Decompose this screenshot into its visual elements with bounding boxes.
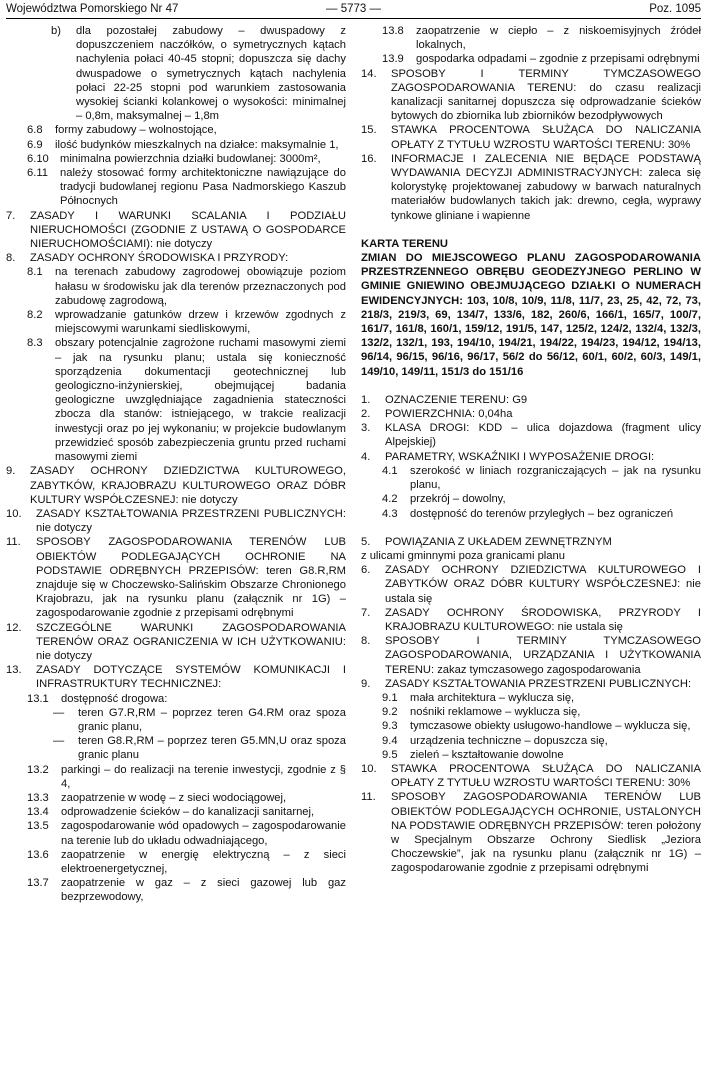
item-text: SPOSOBY ZAGOSPODAROWANIA TERENÓW LUB OBIEKTÓW PODLEGAJĄCYCH OCHRONIE NA PODSTAWIE ODRĘBNYCH PRZEPISÓW: teren G8.R,RM znajduje się w Choczewsko-Salińskim Obszarze Chronionego Krajobrazu, jak na rysunku planu (załącznik nr 1G) – zagospodarowanie zgodnie z przepisami odrębnymi (36, 536, 346, 620)
item-number: 9.2 (382, 706, 398, 719)
item-text: OZNACZENIE TERENU: G9 (385, 393, 528, 406)
list-item (361, 762, 701, 790)
journal-title: Województwa Pomorskiego Nr 47 (6, 3, 179, 15)
item-text: tymczasowe obiekty usługowo-handlowe – wyklucza się, (410, 720, 691, 733)
list-item (6, 464, 346, 507)
item-number: 6.10 (27, 152, 49, 165)
item-text: zieleń – kształtowanie dowolne (410, 748, 564, 761)
item-text: wprowadzanie gatunków drzew i krzewów zgodnych z miejscowymi warunkami siedliskowymi, (55, 309, 346, 336)
list-item (361, 450, 701, 464)
item-text: KLASA DROGI: KDD – ulica dojazdowa (fragment ulicy Alpejskiej) (385, 422, 701, 449)
spacer (361, 521, 701, 535)
item-number: 13.2 (27, 763, 49, 776)
list-item (361, 606, 701, 634)
item-text: ZASADY OCHRONY DZIEDZICTWA KULTUROWEGO, ZABYTKÓW, KRAJOBRAZU KULTUROWEGO ORAZ DÓBR KULTURY WSPÓŁCZESNEJ: nie dotyczy (30, 465, 346, 506)
list-item (6, 621, 346, 664)
list-item (6, 265, 346, 308)
list-item (6, 138, 346, 152)
item-number: 11. (361, 791, 376, 804)
item-text: urządzenia techniczne – dopuszcza się, (410, 734, 608, 747)
item-number: 6.9 (27, 138, 43, 151)
item-number: 9.5 (382, 748, 398, 761)
list-item (6, 209, 346, 252)
list-item (6, 535, 346, 620)
item-number: 9. (361, 677, 371, 690)
item-number: 6.11 (27, 167, 48, 180)
item-number: 9.3 (382, 720, 398, 733)
item-number: 8.3 (27, 337, 43, 350)
item-text: parkingi – do realizacji na terenie inwestycji, zgodnie z § 4, (61, 763, 346, 790)
item-text: odprowadzenie ścieków – do kanalizacji sanitarnej, (61, 806, 315, 819)
item-text: zaopatrzenie w wodę – z sieci wodociągowej, (61, 791, 287, 804)
list-item (361, 563, 701, 606)
item-text: ZASADY KSZTAŁTOWANIA PRZESTRZENI PUBLICZNYCH: (385, 677, 692, 690)
item-number: 16. (361, 152, 377, 165)
list-item (361, 407, 701, 421)
item-number: 8. (6, 252, 16, 265)
item-number: 14. (361, 67, 377, 80)
list-item (361, 464, 701, 492)
item-number: — (53, 706, 65, 719)
list-item (6, 706, 346, 734)
item-text: dla pozostałej zabudowy – dwuspadowy z dopuszczeniem naczółków, o symetrycznych kątach nachylenia połaci 40-45 stopni; dopuszcza się dachy dwuspadowe o symetrycznych kątach nachylenia połaci 22-25 stopni pod warunkiem zastosowania wysokiej ścianki kolankowej o wysokości: minimalnej – 0,8m, maksymalnej – 1,8m (76, 25, 346, 123)
item-text: na terenach zabudowy zagrodowej obowiązuje poziom hałasu w środowisku jak dla terenów przeznaczonych pod zabudowę zagrodową, (55, 266, 346, 307)
item-number: 13. (6, 664, 22, 677)
right-column (361, 24, 701, 876)
item-text: gospodarka odpadami – zgodnie z przepisami odrębnymi (416, 53, 700, 66)
item-text: teren G8.R,RM – poprzez teren G5.MN,U oraz spoza granic planu (78, 735, 346, 762)
list-item (6, 848, 346, 876)
item-number: b) (51, 25, 61, 37)
item-number: 8.1 (27, 266, 43, 279)
item-number: 11. (6, 536, 21, 549)
list-item (6, 876, 346, 904)
item-text: zaopatrzenie w gaz – z sieci gazowej lub gaz bezprzewodowy, (61, 877, 346, 904)
spacer (361, 379, 701, 393)
page-number: — 5773 — (326, 3, 381, 15)
spacer (361, 223, 701, 237)
item-number: 13.9 (382, 53, 404, 66)
item-text: formy zabudowy – wolnostojące, (55, 124, 217, 137)
item-text: ZASADY OCHRONY DZIEDZICTWA KULTUROWEGO I ZABYTKÓW ORAZ DÓBR KULTURY WSPÓŁCZESNEJ: nie ustala się (385, 564, 701, 605)
list-item (6, 308, 346, 336)
item-number: 13.7 (27, 877, 49, 890)
item-number: 7. (361, 606, 371, 619)
item-number: 4. (361, 450, 371, 463)
list-item (361, 152, 701, 223)
list-item (361, 52, 701, 66)
item-number: 13.1 (27, 692, 49, 705)
item-number: 10. (361, 762, 377, 775)
list-item (361, 719, 701, 733)
item-number: 13.3 (27, 791, 49, 804)
list-item (361, 677, 701, 691)
list-item (6, 251, 346, 265)
right-top-list (361, 24, 701, 223)
item-number: 3. (361, 422, 371, 435)
list-item (361, 393, 701, 407)
right-bottom-list (361, 393, 701, 876)
list-item (361, 507, 701, 521)
item-number: 4.1 (382, 464, 398, 477)
area-card-title: ZMIAN DO MIEJSCOWEGO PLANU ZAGOSPODAROWANIA PRZESTRZENNEGO OBRĘBU GEODEZYJNEGO PERLINO W GMINIE GNIEWINO OBEJMUJĄCEGO DZIAŁKI O NUMERACH EWIDENCYJNYCH: 103, 10/8, 10/9, 11/8, 11/7, 23, 25, 42, 72, 73, 218/3, 219/3, 69, 134/7, 133/6, 182, 260/6, 166/1, 165/7, 100/7, 161/7, 161/8, 160/1, 159/12, 191/5, 147, 125/2, 124/2, 132/4, 132/3, 132/2, 132/1, 193, 194/10, 194/21, 194/22, 194/23, 194/12, 194/13, 96/14, 96/15, 96/16, 96/17, 56/2 do 56/12, 60/1, 60/2, 60/3, 149/1, 149/10, 149/11, 151/3 do 151/16 (361, 252, 701, 378)
item-text: ZASADY OCHRONY ŚRODOWISKA I PRZYRODY: (30, 252, 289, 265)
item-number: 9.1 (382, 691, 398, 704)
item-text: ZASADY I WARUNKI SCALANIA I PODZIAŁU NIERUCHOMOŚCI (ZGODNIE Z USTAWĄ O GOSPODARCE NIERUCHOMOŚCIAMI): nie dotyczy (30, 209, 346, 251)
list-item (361, 24, 701, 52)
item-text: teren G7.R,RM – poprzez teren G4.RM oraz spoza granic planu, (78, 706, 346, 733)
list-item (6, 734, 346, 762)
list-item (361, 734, 701, 748)
list-item (361, 748, 701, 762)
area-card-heading: KARTA TERENU (361, 237, 449, 250)
item-text: SPOSOBY I TERMINY TYMCZASOWEGO ZAGOSPODAROWANIA TERENU: do czasu realizacji kanalizacji sanitarnej dopuszcza się odprowadzanie ścieków bytowych do zbiornika lub zbiorników bezodpływowych (391, 67, 701, 123)
item-number: 9. (6, 465, 16, 478)
item-text: obszary potencjalnie zagrożone ruchami masowymi ziemi – jak na rysunku planu; ustala się konieczność sporządzenia dokumentacji geotechnicznej lub geologiczno-inżynierskiej, obejmującej badania geologiczne uwzględniające zagadnienia stateczności zbocza dla stanów: istniejącego, w trakcie realizacji inwestycji oraz po jej wykonaniu; w projekcie budowlanym przewidzieć sposób zabezpieczenia gruntu przed ruchami masowymi ziemi (55, 337, 346, 464)
list-item (6, 663, 346, 691)
item-text: ZASADY KSZTAŁTOWANIA PRZESTRZENI PUBLICZNYCH: nie dotyczy (36, 507, 346, 535)
item-text: dostępność drogowa: (61, 692, 168, 705)
item-number: 1. (361, 393, 371, 406)
item-text: POWIĄZANIA Z UKŁADEM ZEWNĘTRZNYM (385, 535, 612, 548)
list-item (6, 805, 346, 819)
item-number: 8.2 (27, 309, 43, 322)
item-number: 13.6 (27, 848, 49, 861)
item-text: minimalna powierzchnia działki budowlanej: 3000m², (60, 152, 321, 165)
item-text: SPOSOBY ZAGOSPODAROWANIA TERENÓW LUB OBIEKTÓW PODLEGAJĄCYCH OCHRONIE, USTALONYCH NA PODSTAWIE ODRĘBNYCH PRZEPISÓW: teren położony w Specjalnym Obszarze Ochrony Siedlisk „Jeziora Choczewskie”, jak na rysunku planu (załącznik nr 1G) – zagospodarowanie zgodnie z przepisami odrębnymi (391, 791, 701, 875)
item-text: ZASADY OCHRONY ŚRODOWISKA, PRZYRODY I KRAJOBRAZU KULTUROWEGO: nie ustala się (385, 606, 701, 633)
item-text: nośniki reklamowe – wyklucza się, (410, 706, 581, 719)
item-number: 4.3 (382, 507, 398, 520)
list-item (6, 791, 346, 805)
list-item (6, 24, 346, 123)
item-number: 10. (6, 507, 22, 520)
list-item (361, 67, 701, 124)
item-text: należy stosować formy architektoniczne nawiązujące do tradycji budowlanej regionu Pasa Nadmorskiego Kaszub Północnych (60, 167, 346, 208)
item-number: 5. (361, 535, 371, 548)
item-number: 12. (6, 621, 22, 634)
item-text: przekrój – dowolny, (410, 493, 506, 506)
item-text: STAWKA PROCENTOWA SŁUŻĄCA DO NALICZANIA OPŁATY Z TYTUŁU WZROSTU WARTOŚCI TERENU: 30% (391, 762, 701, 790)
paragraph: z ulicami gminnymi poza granicami planu (361, 549, 565, 562)
item-number: 15. (361, 124, 377, 137)
list-item (6, 336, 346, 464)
item-number: 6.8 (27, 124, 43, 137)
item-text: POWIERZCHNIA: 0,04ha (385, 408, 513, 421)
left-column (6, 24, 346, 905)
item-text: STAWKA PROCENTOWA SŁUŻĄCA DO NALICZANIA OPŁATY Z TYTUŁU WZROSTU WARTOŚCI TERENU: 30% (391, 124, 701, 151)
item-text: SPOSOBY I TERMINY TYMCZASOWEGO ZAGOSPODAROWANIA, URZĄDZANIA I UŻYTKOWANIA TERENU: zakaz tymczasowego zagospodarowania (385, 635, 701, 676)
list-item (6, 123, 346, 137)
item-text: mała architektura – wyklucza się, (410, 691, 575, 704)
item-text: PARAMETRY, WSKAŹNIKI I WYPOSAŻENIE DROGI: (385, 450, 655, 463)
item-text: INFORMACJE I ZALECENIA NIE BĘDĄCE PODSTAWĄ WYDAWANIA DECYZJI ADMINISTRACYJNYCH: zaleca się kolorystykę projektowanej zabudowy w barwach naturalnych materiałów budowlanych takich jak: drewno, cegła, wyprawy tynkowe gliniane i wapienne (391, 152, 701, 222)
item-text: SZCZEGÓLNE WARUNKI ZAGOSPODAROWANIA TERENÓW ORAZ OGRANICZENIA W ICH UŻYTKOWANIU: nie dotyczy (36, 621, 346, 662)
page-header (6, 0, 701, 19)
list-item (361, 790, 701, 875)
list-item (6, 692, 346, 706)
list-item (6, 166, 346, 209)
item-number: 13.4 (27, 806, 49, 819)
list-item (361, 421, 701, 449)
position-number: Poz. 1095 (649, 3, 701, 15)
list-item (6, 507, 346, 535)
list-item (6, 763, 346, 791)
list-item (361, 535, 701, 549)
item-text: szerokość w liniach rozgraniczających – jak na rysunku planu, (410, 464, 701, 492)
item-text: zagospodarowanie wód opadowych – zagospodarowanie na terenie lub do układu odwadniającego, (61, 820, 346, 847)
list-item (6, 819, 346, 847)
list-item (361, 492, 701, 506)
item-number: 13.5 (27, 820, 49, 833)
item-number: 8. (361, 635, 371, 648)
item-number: 13.8 (382, 25, 404, 37)
item-number: 9.4 (382, 734, 398, 747)
item-text: zaopatrzenie w energię elektryczną – z sieci elektroenergetycznej, (61, 848, 346, 875)
item-number: 4.2 (382, 493, 398, 506)
item-number: 6. (361, 564, 371, 577)
item-number: 7. (6, 209, 16, 222)
item-text: ZASADY DOTYCZĄCE SYSTEMÓW KOMUNIKACJI I INFRASTRUKTURY TECHNICZNEJ: (36, 664, 346, 691)
item-text: ilość budynków mieszkalnych na działce: maksymalnie 1, (55, 138, 339, 151)
list-item (361, 691, 701, 705)
item-number: — (53, 735, 65, 748)
list-item (361, 634, 701, 677)
list-item (6, 152, 346, 166)
item-number: 2. (361, 408, 371, 421)
item-text: zaopatrzenie w ciepło – z niskoemisyjnych źródeł lokalnych, (416, 25, 701, 52)
item-text: dostępność do terenów przyległych – bez ograniczeń (410, 507, 674, 520)
list-item (361, 705, 701, 719)
list-item (361, 123, 701, 151)
